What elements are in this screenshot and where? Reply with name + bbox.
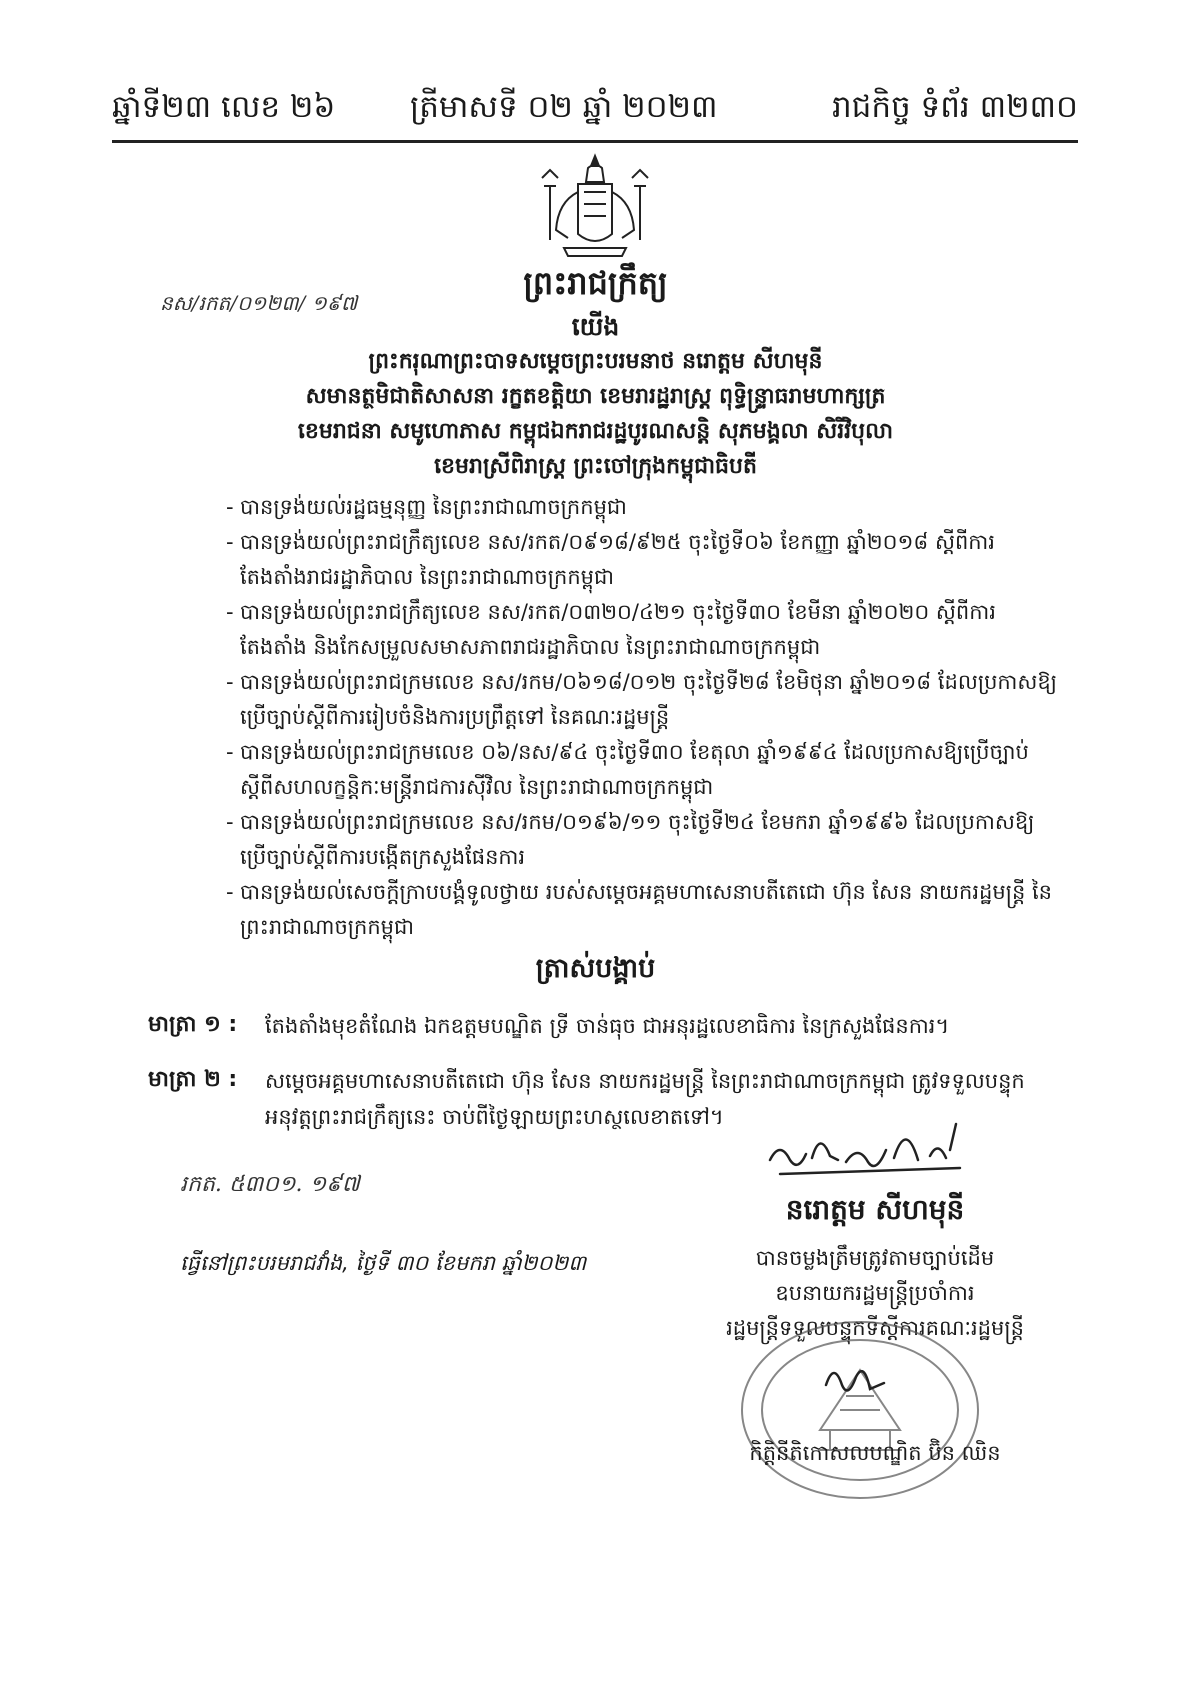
- consideration-item: - បានទ្រង់យល់ព្រះរាជក្រឹត្យលេខ នស/រកត/០៣២០/៤២១ ចុះថ្ងៃទី៣០ ខែមីនា ឆ្នាំ២០២០ ស្តីពីការតែងតាំង និងកែសម្រួលសមាសភាពរាជរដ្ឋាភិបាល នៃព្រះរាជាណាចក្រកម្ពុជា: [226, 600, 996, 659]
- registry-handwritten: រកត. ៥៣០១. ១៩៧: [180, 1172, 360, 1197]
- certification-line: បានចម្លងត្រឹមត្រូវតាមច្បាប់ដើម: [755, 1246, 995, 1270]
- consideration-text: បានទ្រង់យល់ព្រះរាជក្រមលេខ ០៦/នស/៩៤ ចុះថ្ងៃទី៣០ ខែតុលា ឆ្នាំ១៩៩៤ ដែលប្រកាសឱ្យប្រើច្បាប់ស្តីពីសហលក្ខន្តិកៈមន្ត្រីរាជការស៊ីវិល នៃព្រះរាជាណាចក្រកម្ពុជា: [240, 740, 1029, 799]
- consideration-item: - បានទ្រង់យល់សេចក្តីក្រាបបង្គំទូលថ្វាយ របស់សម្តេចអគ្គមហាសេនាបតីតេជោ ហ៊ុន សែន នាយករដ្ឋមន្ត្រី នៃព្រះរាជាណាចក្រកម្ពុជា: [226, 880, 1052, 939]
- decree-ref-number: នស/រកត/០១២៣/ ១៩៧: [160, 291, 358, 315]
- preamble-line: ខេមរាស្រីពិរាស្ត្រ ព្រះចៅក្រុងកម្ពុជាធិបតី: [434, 454, 757, 479]
- certifier-name: កិត្តិនីតិកោសលបណ្ឌិត ប៊ិន ឈិន: [749, 1441, 1001, 1465]
- royal-signature-icon: [760, 1110, 980, 1190]
- consideration-text: បានទ្រង់យល់ព្រះរាជក្រឹត្យលេខ នស/រកត/០៩១៨/៩២៥ ចុះថ្ងៃទី០៦ ខែកញ្ញា ឆ្នាំ២០១៨ ស្តីពីការតែងតាំងរាជរដ្ឋាភិបាល នៃព្រះរាជាណាចក្រកម្ពុជា: [240, 530, 995, 589]
- decree-title: ព្រះរាជក្រឹត្យ: [523, 264, 668, 302]
- signatory-name: នរោត្តម សីហមុនី: [785, 1193, 965, 1226]
- consideration-item: - បានទ្រង់យល់ព្រះរាជក្រមលេខ ០៦/នស/៩៤ ចុះថ្ងៃទី៣០ ខែតុលា ឆ្នាំ១៩៩៤ ដែលប្រកាសឱ្យប្រើច្បាប់ស្តីពីសហលក្ខន្តិកៈមន្ត្រីរាជការស៊ីវិល នៃព្រះរាជាណាចក្រកម្ពុជា: [226, 740, 1029, 799]
- consideration-text: បានទ្រង់យល់សេចក្តីក្រាបបង្គំទូលថ្វាយ របស់សម្តេចអគ្គមហាសេនាបតីតេជោ ហ៊ុន សែន នាយករដ្ឋមន្ត្រី នៃព្រះរាជាណាចក្រកម្ពុជា: [240, 880, 1052, 939]
- article-2-text: សម្តេចអគ្គមហាសេនាបតីតេជោ ហ៊ុន សែន នាយករដ្ឋមន្ត្រី នៃព្រះរាជាណាចក្រកម្ពុជា ត្រូវទទួលបន្ទុកអនុវត្តព្រះរាជក្រឹត្យនេះ ចាប់ពីថ្ងៃឡាយព្រះហស្ថលេខាតទៅ។: [265, 1069, 1025, 1129]
- royal-emblem-icon: [520, 152, 670, 262]
- article-2-label: មាត្រា ២ :: [148, 1067, 238, 1092]
- gazette-page-number: រាជកិច្ច ទំព័រ ៣២៣០: [831, 89, 1078, 125]
- certifier-signature-icon: [820, 1355, 890, 1405]
- we-heading: យើង: [571, 312, 620, 341]
- article-1-text: តែងតាំងមុខតំណែង ឯកឧត្តមបណ្ឌិត ទ្រី ចាន់ធុច ជាអនុរដ្ឋលេខាធិការ នៃក្រសួងផែនការ។: [265, 1014, 950, 1038]
- consideration-text: បានទ្រង់យល់ព្រះរាជក្រមលេខ នស/រកម/០៦១៨/០១២ ចុះថ្ងៃទី២៨ ខែមិថុនា ឆ្នាំ២០១៨ ដែលប្រកាសឱ្យប្រើច្បាប់ស្តីពីការរៀបចំនិងការប្រព្រឹត្តទៅ នៃគណៈរដ្ឋមន្ត្រី: [240, 670, 1057, 729]
- consideration-item: - បានទ្រង់យល់ព្រះរាជក្រមលេខ នស/រកម/០៦១៨/០១២ ចុះថ្ងៃទី២៨ ខែមិថុនា ឆ្នាំ២០១៨ ដែលប្រកាសឱ្យប្រើច្បាប់ស្តីពីការរៀបចំនិងការប្រព្រឹត្តទៅ នៃគណៈរដ្ឋមន្ត្រី: [226, 670, 1057, 729]
- place-date: ធ្វើនៅព្រះបរមរាជវាំង, ថ្ងៃទី ៣០ ខែមករា ឆ្នាំ២០២៣: [180, 1251, 587, 1275]
- gazette-trimester: ត្រីមាសទី ០២ ឆ្នាំ ២០២៣: [410, 89, 718, 125]
- preamble-line: សមានត្ថមិជាតិសាសនា រក្ខតខត្តិយា ខេមរារដ្ឋរាស្ត្រ ពុទ្ធិន្ទ្រាធរាមហាក្សត្រ: [305, 384, 886, 409]
- header-rule: [112, 140, 1078, 143]
- consideration-item: - បានទ្រង់យល់ព្រះរាជក្រឹត្យលេខ នស/រកត/០៩១៨/៩២៥ ចុះថ្ងៃទី០៦ ខែកញ្ញា ឆ្នាំ២០១៨ ស្តីពីការតែងតាំងរាជរដ្ឋាភិបាល នៃព្រះរាជាណាចក្រកម្ពុជា: [226, 530, 995, 589]
- article-1-label: មាត្រា ១ :: [148, 1012, 238, 1037]
- preamble-line: ព្រះករុណាព្រះបាទសម្តេចព្រះបរមនាថ នរោត្តម សីហមុនី: [368, 349, 823, 374]
- consideration-text: បានទ្រង់យល់រដ្ឋធម្មនុញ្ញ នៃព្រះរាជាណាចក្រកម្ពុជា: [240, 495, 627, 519]
- gazette-year-issue: ឆ្នាំទី២៣ លេខ ២៦: [112, 89, 336, 125]
- certification-line: ឧបនាយករដ្ឋមន្ត្រីប្រចាំការ: [775, 1281, 975, 1305]
- preamble-line: ខេមរាជនា សមូហោភាស កម្ពុជឯករាជរដ្ឋបូរណសន្តិ សុភមង្គលា សិរីវិបុលា: [297, 419, 894, 444]
- consideration-text: បានទ្រង់យល់ព្រះរាជក្រឹត្យលេខ នស/រកត/០៣២០/៤២១ ចុះថ្ងៃទី៣០ ខែមីនា ឆ្នាំ២០២០ ស្តីពីការតែងតាំង និងកែសម្រួលសមាសភាពរាជរដ្ឋាភិបាល នៃព្រះរាជាណាចក្រកម្ពុជា: [240, 600, 996, 659]
- consideration-item: - បានទ្រង់យល់ព្រះរាជក្រមលេខ នស/រកម/០១៩៦/១១ ចុះថ្ងៃទី២៤ ខែមករា ឆ្នាំ១៩៩៦ ដែលប្រកាសឱ្យប្រើច្បាប់ស្តីពីការបង្កើតក្រសួងផែនការ: [226, 810, 1035, 869]
- consideration-item: - បានទ្រង់យល់រដ្ឋធម្មនុញ្ញ នៃព្រះរាជាណាចក្រកម្ពុជា: [226, 495, 627, 519]
- certification-line: រដ្ឋមន្ត្រីទទួលបន្ទុកទីស្តីការគណៈរដ្ឋមន្ត្រី: [726, 1316, 1024, 1340]
- consideration-text: បានទ្រង់យល់ព្រះរាជក្រមលេខ នស/រកម/០១៩៦/១១ ចុះថ្ងៃទី២៤ ខែមករា ឆ្នាំ១៩៩៦ ដែលប្រកាសឱ្យប្រើច្បាប់ស្តីពីការបង្កើតក្រសួងផែនការ: [240, 810, 1035, 869]
- decrees-heading: ត្រាស់បង្គាប់: [535, 953, 656, 984]
